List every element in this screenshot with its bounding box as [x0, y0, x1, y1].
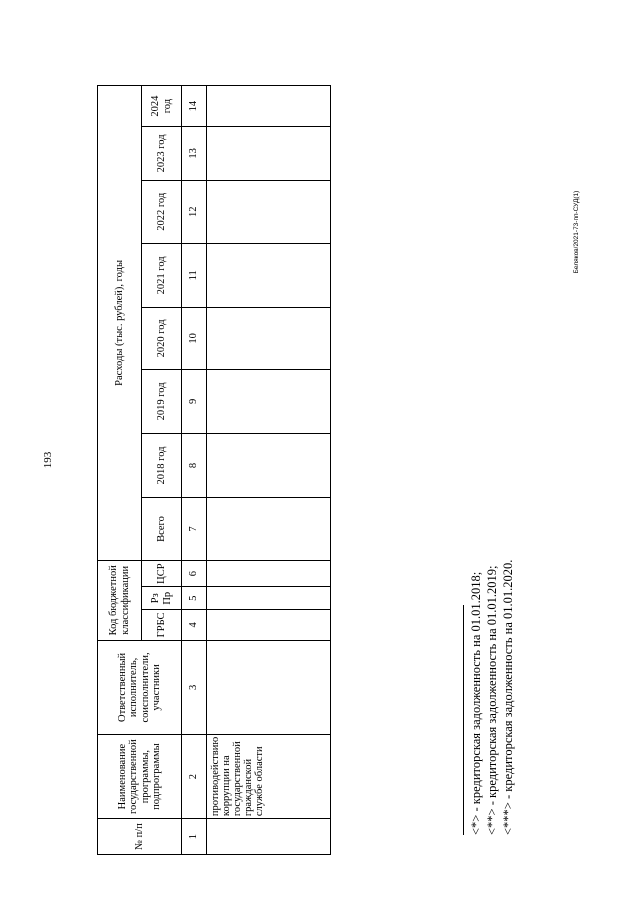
column-number: 12	[182, 180, 207, 244]
row-cell	[207, 640, 331, 734]
landscape-content	[97, 65, 597, 855]
header-name: Наименование государственной программы, подпрограммы	[98, 735, 182, 819]
budget-table	[97, 85, 331, 855]
footnote-2: <**> - кредиторская задолженность на 01.01.2019;	[485, 565, 499, 835]
footnote-divider	[463, 605, 464, 835]
header-year: 2019 год	[142, 370, 182, 434]
row-name: противодействию коррупции на государственной гражданской службе области	[207, 735, 331, 819]
row-cell	[207, 86, 331, 127]
column-number: 2	[182, 735, 207, 819]
header-grbs: ГРБС	[142, 610, 182, 641]
row-cell	[207, 127, 331, 180]
header-year: 2021 год	[142, 244, 182, 308]
page-number: 193	[42, 451, 54, 469]
row-cell	[207, 587, 331, 610]
header-csr: ЦСР	[142, 560, 182, 587]
header-total: Всего	[142, 498, 182, 561]
row-cell	[207, 433, 331, 498]
column-number: 1	[182, 819, 207, 855]
column-number: 3	[182, 640, 207, 734]
column-number: 9	[182, 370, 207, 434]
header-year: 2018 год	[142, 433, 182, 498]
header-rz: Рз Пр	[142, 587, 182, 610]
row-cell	[207, 307, 331, 370]
header-year: 2023 год	[142, 127, 182, 180]
column-number: 4	[182, 610, 207, 641]
row-cell	[207, 610, 331, 641]
footnote-3: <***> - кредиторская задолженность на 01.01.2020.	[501, 559, 515, 835]
header-num: № п/п	[98, 819, 182, 855]
column-number: 10	[182, 307, 207, 370]
footnotes	[463, 135, 516, 835]
column-number: 5	[182, 587, 207, 610]
column-number: 13	[182, 127, 207, 180]
header-year: 2020 год	[142, 307, 182, 370]
header-budget-code: Код бюджетной классификации	[98, 560, 142, 640]
header-year: 2024 год	[142, 86, 182, 127]
header-responsible: Ответственный исполнитель, соисполнители, участники	[98, 640, 182, 734]
header-row-1	[98, 86, 142, 855]
header-expenses: Расходы (тыс. рублей), годы	[98, 86, 142, 561]
column-number: 11	[182, 244, 207, 308]
document-code: Беляков/2021-73-пп-СУД(1)	[573, 190, 580, 274]
column-number: 7	[182, 498, 207, 561]
row-num	[207, 819, 331, 855]
column-number: 14	[182, 86, 207, 127]
column-number: 8	[182, 433, 207, 498]
row-cell	[207, 180, 331, 244]
table-row	[207, 86, 331, 855]
header-year: 2022 год	[142, 180, 182, 244]
footnote-1: <*> - кредиторская задолженность на 01.01.2018;	[469, 571, 483, 835]
row-cell	[207, 370, 331, 434]
row-cell	[207, 498, 331, 561]
column-number-row	[182, 86, 207, 855]
row-cell	[207, 560, 331, 587]
column-number: 6	[182, 560, 207, 587]
row-cell	[207, 244, 331, 308]
